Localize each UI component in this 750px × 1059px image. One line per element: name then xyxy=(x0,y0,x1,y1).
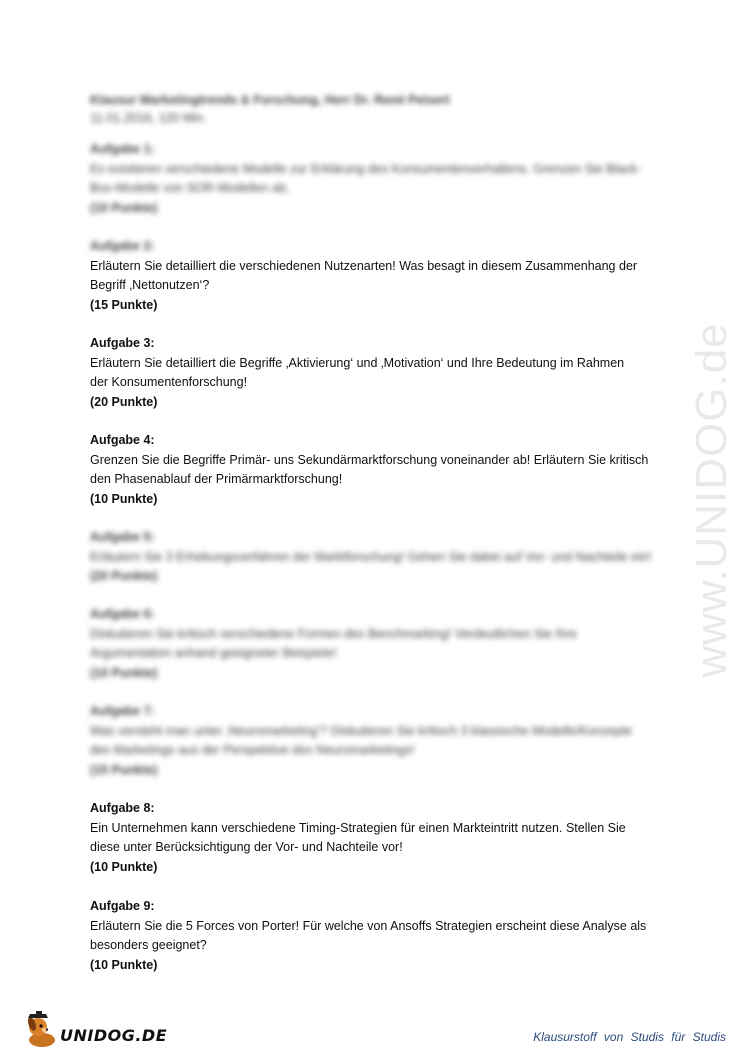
task-6 xyxy=(90,605,660,683)
task-9 xyxy=(90,897,660,975)
task-points: (10 Punkte) xyxy=(90,665,158,680)
watermark: www.UNIDOG.de xyxy=(687,322,736,678)
task-text-line: des Marketings aus der Perspektive des Neuromarketings! xyxy=(90,743,415,757)
task-heading: Aufgabe 8: xyxy=(90,801,155,815)
task-points: (10 Punkte) xyxy=(90,491,158,506)
task-text-line: den Phasenablauf der Primärmarktforschung! xyxy=(90,472,343,486)
unidog-logo[interactable] xyxy=(22,1010,167,1050)
exam-meta: 11.01.2016, 120 Min. xyxy=(90,111,207,125)
task-heading: Aufgabe 9: xyxy=(90,899,155,913)
task-text-line: Diskutieren Sie kritisch verschiedene Formen des Benchmarking! Verdeutlichen Sie Ihre xyxy=(90,626,578,641)
task-heading: Aufgabe 1: xyxy=(90,142,155,156)
task-text-line: Grenzen Sie die Begriffe Primär- uns Sekundärmarktforschung voneinander ab! Erläutern Sie kritisch xyxy=(90,452,649,467)
task-7 xyxy=(90,702,660,780)
task-text-line: Es existieren verschiedene Modelle zur Erklärung des Konsumentenverhaltens. Grenzen Sie Black- xyxy=(90,161,641,176)
task-2 xyxy=(90,237,660,315)
logo-text: UNIDOG.DE xyxy=(60,1025,168,1045)
task-text-line: Begriff ‚Nettonutzen‘? xyxy=(90,278,210,292)
task-heading: Aufgabe 7: xyxy=(90,704,155,718)
task-4 xyxy=(90,431,660,509)
task-1 xyxy=(90,140,660,218)
task-heading: Aufgabe 2: xyxy=(90,239,155,253)
task-text-line: Erläutern Sie 3 Erhebungsverfahren der Marktforschung! Gehen Sie dabei auf Vor- und Nachteile ein! xyxy=(90,549,652,564)
task-3 xyxy=(90,334,660,412)
task-heading: Aufgabe 5: xyxy=(90,530,155,544)
exam-title: Klausur Marketingtrends & Forschung, Herr Dr. René Peisert xyxy=(90,93,450,107)
task-points: (10 Punkte) xyxy=(90,859,158,874)
task-text-line: diese unter Berücksichtigung der Vor- und Nachteile vor! xyxy=(90,840,403,854)
task-text-line: Was versteht man unter ‚Neuromarketing‘? Diskutieren Sie kritisch 3 klassische Modelle/Konzepte xyxy=(90,723,633,738)
footer-slogan: Klausurstoff von Studis für Studis xyxy=(533,1030,726,1044)
exam-header xyxy=(90,92,660,126)
task-text-line: Ein Unternehmen kann verschiedene Timing-Strategien für einen Markteintritt nutzen. Stellen Sie xyxy=(90,820,626,835)
task-text-line: Erläutern Sie detailliert die verschiedenen Nutzenarten! Was besagt in diesem Zusammenhang der xyxy=(90,258,638,273)
task-text-line: Erläutern Sie die 5 Forces von Porter! Für welche von Ansoffs Strategien erscheint diese Analyse als xyxy=(90,918,647,933)
task-points: (20 Punkte) xyxy=(90,569,158,583)
task-points: (10 Punkte) xyxy=(90,200,158,215)
task-heading: Aufgabe 6: xyxy=(90,607,155,621)
task-text-line: Erläutern Sie detailliert die Begriffe ‚Aktivierung‘ und ‚Motivation‘ und Ihre Bedeutung im Rahmen xyxy=(90,355,625,370)
task-points: (20 Punkte) xyxy=(90,394,158,409)
task-text-line: Box-Modelle von SOR-Modellen ab. xyxy=(90,181,290,195)
task-text-line: der Konsumentenforschung! xyxy=(90,375,248,389)
task-5 xyxy=(90,528,660,587)
task-text-line: Argumentation anhand geeigneter Beispiele! xyxy=(90,646,337,660)
task-points: (15 Punkte) xyxy=(90,762,158,777)
task-heading: Aufgabe 4: xyxy=(90,433,155,447)
task-8 xyxy=(90,799,660,877)
task-points: (10 Punkte) xyxy=(90,957,158,972)
dog-mascot-icon xyxy=(22,1010,62,1050)
task-points: (15 Punkte) xyxy=(90,297,158,312)
task-heading: Aufgabe 3: xyxy=(90,336,155,350)
task-text-line: besonders geeignet? xyxy=(90,938,207,952)
